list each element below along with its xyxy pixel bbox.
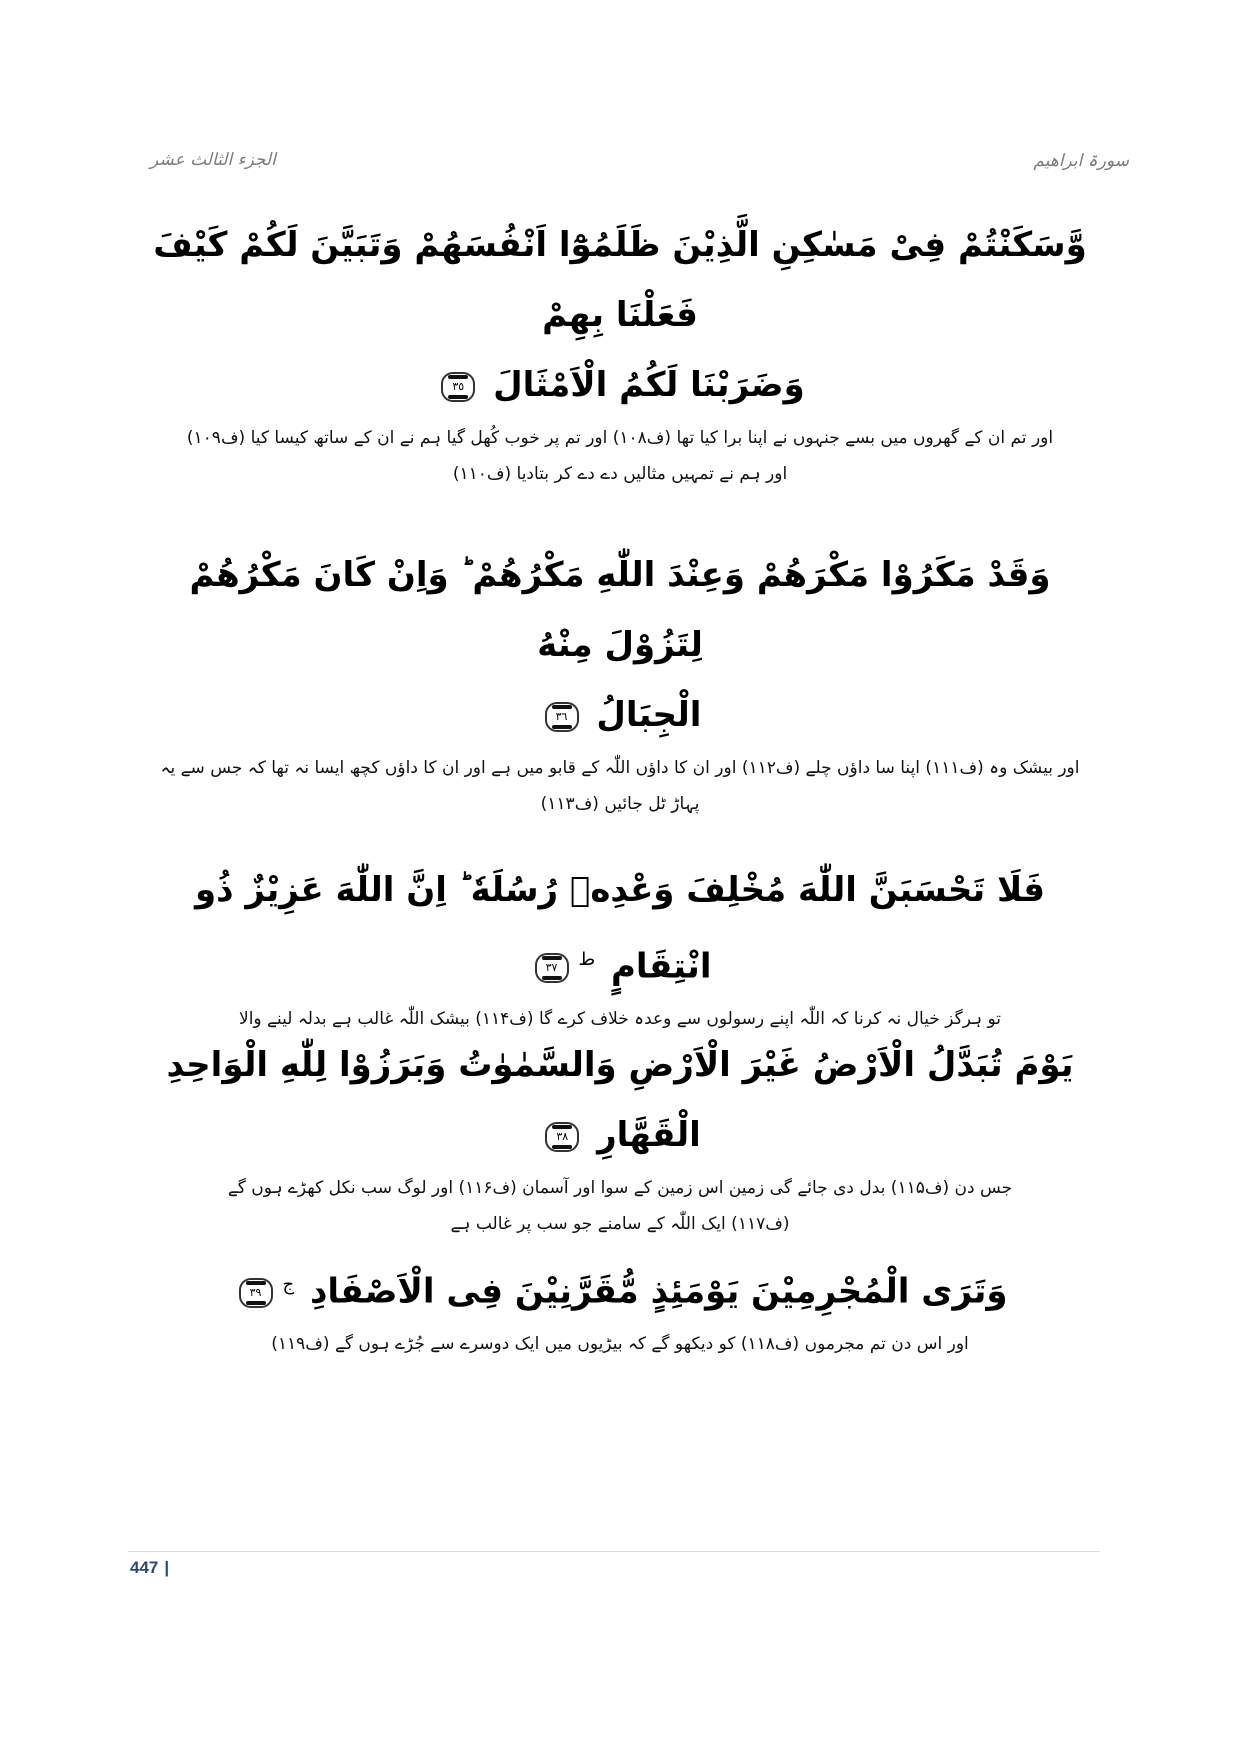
- urdu-translation-line: اور بیشک وہ (ف۱۱۱) اپنا سا داؤں چلے (ف۱۱۲) اور ان کا داؤں اللّٰہ کے قابو میں ہے اور ان کا داؤں کچھ ایسا نہ تھا کہ جس سے یہ: [160, 758, 1080, 778]
- juz-title-header: الجزء الثالث عشر: [150, 150, 276, 170]
- verse-block-36: [140, 540, 1100, 822]
- page-number-separator: |: [164, 1558, 170, 1577]
- urdu-translation-line: پہاڑ ٹل جائیں (ف۱۱۳): [540, 794, 700, 814]
- ayah-number: ٣٨: [556, 1129, 569, 1143]
- arabic-verse-line: وَّسَكَنْتُمْ فِىْ مَسٰكِنِ الَّذِيْنَ ظَلَمُوْٓا اَنْفُسَهُمْ وَتَبَيَّنَ لَكُمْ كَيْفَ فَعَلْنَا بِهِمْ: [153, 225, 1087, 335]
- urdu-translation-line: اور اس دن تم مجرموں (ف۱۱۸) کو دیکھو گے کہ بیڑیوں میں ایک دوسرے سے جُڑے ہوں گے (ف۱۱۹): [271, 1334, 969, 1355]
- ayah-number: ٣٦: [555, 709, 568, 723]
- footer-divider: [128, 1551, 1100, 1552]
- ayah-number-marker: [535, 953, 569, 983]
- urdu-translation-line: اور تم ان کے گھروں میں بسے جنہوں نے اپنا برا کیا تھا (ف۱۰۸) اور تم پر خوب کُھل گیا ہم نے ان کے ساتھ کیسا کیا (ف۱۰۹): [186, 428, 1054, 448]
- verse-block-39: [140, 1250, 1100, 1362]
- arabic-verse-text: الْجِبَالُ: [596, 695, 702, 735]
- pause-mark: ج: [282, 1274, 295, 1295]
- ayah-number: ٣٥: [452, 379, 465, 393]
- arabic-verse-text: يَوْمَ تُبَدَّلُ الْاَرْضُ غَيْرَ الْاَرْضِ وَالسَّمٰوٰتُ وَبَرَزُوْا لِلّٰهِ الْوَاحِدِ الْقَهَّارِ: [166, 1045, 1074, 1155]
- arabic-verse-line: [140, 855, 1100, 1001]
- page-number: [130, 1558, 169, 1578]
- ayah-number: ٣٩: [249, 1285, 262, 1299]
- arabic-verse-line: [140, 1030, 1100, 1170]
- arabic-verse-text: وَضَرَبْنَا لَكُمُ الْاَمْثَالَ: [493, 365, 805, 405]
- arabic-verse-line: [140, 680, 1100, 750]
- pause-mark: ط: [578, 949, 596, 970]
- arabic-verse-line: [140, 1250, 1100, 1326]
- verse-block-35: [140, 210, 1100, 492]
- surah-title-header: سورۃ ابراھیم: [1033, 151, 1129, 171]
- ayah-number-marker: [239, 1278, 273, 1308]
- arabic-verse-line: [140, 350, 1100, 420]
- urdu-translation-line: (ف۱۱۷) ایک اللّٰہ کے سامنے جو سب پر غالب ہے: [450, 1214, 790, 1234]
- verse-block-38: [140, 1030, 1100, 1242]
- page-number-value: 447: [130, 1558, 159, 1577]
- arabic-verse-text: وَتَرَى الْمُجْرِمِيْنَ يَوْمَئِذٍ مُّقَرَّنِيْنَ فِى الْاَصْفَادِ: [309, 1271, 1008, 1312]
- verse-block-37: [140, 855, 1100, 1037]
- ayah-number: ٣٧: [545, 960, 558, 974]
- urdu-translation-line: جس دن (ف۱۱۵) بدل دی جائے گی زمین اس زمین کے سوا اور آسمان (ف۱۱۶) اور لوگ سب نکل کھڑے ہوں گے: [227, 1178, 1013, 1198]
- ayah-number-marker: [545, 702, 579, 732]
- urdu-translation-line: اور ہم نے تمہیں مثالیں دے دے کر بتادیا (ف۱۱۰): [452, 464, 788, 484]
- urdu-translation-line: تو ہرگز خیال نہ کرنا کہ اللّٰہ اپنے رسولوں سے وعدہ خلاف کرے گا (ف۱۱۴) بیشک اللّٰہ غالب ہے بدلہ لینے والا: [239, 1009, 1001, 1030]
- arabic-verse-text: فَلَا تَحْسَبَنَّ اللّٰهَ مُخْلِفَ وَعْدِهٖ رُسُلَهٗ ؕ اِنَّ اللّٰهَ عَزِيْزٌ ذُو انْتِقَامٍ: [194, 870, 1046, 987]
- ayah-number-marker: [441, 372, 475, 402]
- ayah-number-marker: [545, 1122, 579, 1152]
- arabic-verse-line: وَقَدْ مَكَرُوْا مَكْرَهُمْ وَعِنْدَ اللّٰهِ مَكْرُهُمْ ؕ وَاِنْ كَانَ مَكْرُهُمْ لِتَزُوْلَ مِنْهُ: [189, 555, 1051, 665]
